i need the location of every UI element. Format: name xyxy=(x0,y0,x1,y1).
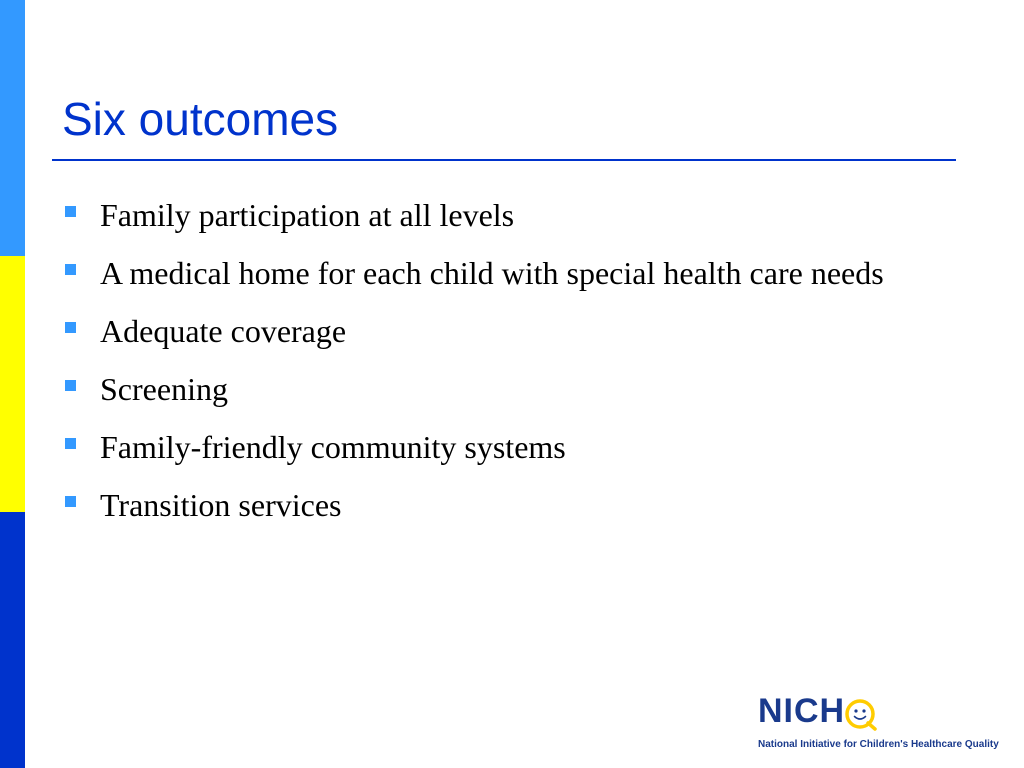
slide-title: Six outcomes xyxy=(62,93,339,145)
title-underline xyxy=(52,159,956,161)
bullet-item xyxy=(62,482,912,528)
logo-tagline: National Initiative for Children's Healthcare Quality xyxy=(758,739,999,750)
bullet-text: Screening xyxy=(100,371,228,407)
bullet-text: A medical home for each child with special health care needs xyxy=(100,255,884,291)
square-bullet-icon xyxy=(65,438,76,449)
square-bullet-icon xyxy=(65,380,76,391)
square-bullet-icon xyxy=(65,206,76,217)
bullet-item xyxy=(62,192,912,238)
bullet-text: Family-friendly community systems xyxy=(100,429,566,465)
side-bar-yellow-segment xyxy=(0,256,25,512)
side-color-bar xyxy=(0,0,25,768)
bullet-list xyxy=(62,192,912,540)
bullet-item xyxy=(62,366,912,412)
side-bar-blue-segment xyxy=(0,0,25,256)
bullet-item xyxy=(62,308,912,354)
logo-wordmark-visible: NICH xyxy=(758,692,846,730)
smiley-q-icon xyxy=(844,697,878,731)
bullet-text: Family participation at all levels xyxy=(100,197,515,233)
bullet-text: Transition services xyxy=(100,487,342,523)
bullet-item xyxy=(62,250,912,296)
side-bar-dark-blue-segment xyxy=(0,512,25,768)
nichq-logo xyxy=(758,692,999,756)
bullet-item xyxy=(62,424,912,470)
logo-wordmark xyxy=(758,694,845,728)
square-bullet-icon xyxy=(65,264,76,275)
square-bullet-icon xyxy=(65,322,76,333)
square-bullet-icon xyxy=(65,496,76,507)
bullet-text: Adequate coverage xyxy=(100,313,347,349)
